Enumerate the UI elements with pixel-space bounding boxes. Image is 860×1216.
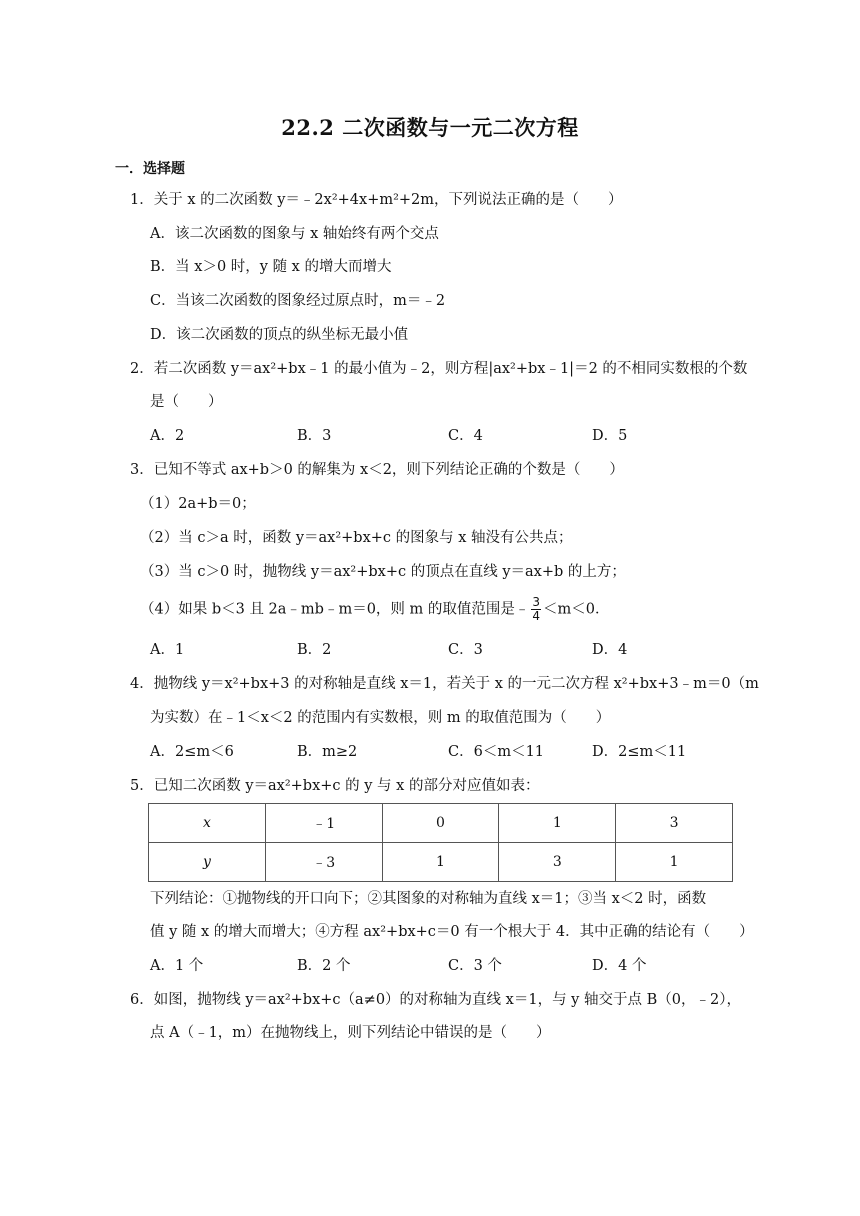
question-5-conclusions: 下列结论：①抛物线的开口向下；②其图象的对称轴为直线 x＝1；③当 x＜2 时，函数 [150,891,707,907]
question-2-options [150,426,770,446]
question-3-statement-1: （1）2a+b＝0； [140,496,256,512]
question-2-option-c: C．4 [448,428,483,444]
question-5-option-a: A．1 个 [150,958,204,974]
statement-4-suffix: ＜m＜0． [543,601,610,618]
table-cell: ﹣3 [265,843,382,882]
section-heading: 一．选择题 [115,161,185,177]
question-4-option-b: B．m≥2 [297,744,358,760]
table-cell: x [149,804,266,843]
question-4-option-c: C．6＜m＜11 [448,744,545,760]
table-cell: ﹣1 [265,804,382,843]
question-6-stem-continued: 点 A（﹣1，m）在抛物线上，则下列结论中错误的是（ ） [150,1025,551,1041]
value-table [148,803,733,882]
question-2-stem: 2．若二次函数 y＝ax²+bx﹣1 的最小值为﹣2，则方程|ax²+bx﹣1|＝2 的不相同实数根的个数 [130,361,748,377]
question-5-stem: 5．已知二次函数 y＝ax²+bx+c 的 y 与 x 的部分对应值如表： [130,778,540,794]
question-3-option-a: A．1 [150,642,185,658]
question-4-option-d: D．2≤m＜11 [592,744,687,760]
question-3-statement-2: （2）当 c＞a 时，函数 y＝ax²+bx+c 的图象与 x 轴没有公共点； [140,530,573,546]
question-2-stem-continued: 是（ ） [150,394,223,410]
question-3-statement-3: （3）当 c＞0 时，抛物线 y＝ax²+bx+c 的顶点在直线 y＝ax+b 的上方； [140,564,626,580]
question-3-option-b: B．2 [297,642,332,658]
question-4-stem-continued: 为实数）在﹣1＜x＜2 的范围内有实数根，则 m 的取值范围为（ ） [150,710,611,726]
question-5-option-b: B．2 个 [297,958,351,974]
table-cell: y [149,843,266,882]
question-5-options [150,956,770,976]
question-1-stem: 1．关于 x 的二次函数 y＝﹣2x²+4x+m²+2m，下列说法正确的是（ ） [130,192,623,208]
question-2-option-a: A．2 [150,428,185,444]
table-cell: 3 [616,804,733,843]
question-1-option-b: B．当 x＞0 时，y 随 x 的增大而增大 [150,259,392,275]
question-1-option-a: A．该二次函数的图象与 x 轴始终有两个交点 [150,226,439,242]
table-row-x [149,804,733,843]
table-cell: 1 [616,843,733,882]
question-3-option-d: D．4 [592,642,628,658]
question-3-stem: 3．已知不等式 ax+b＞0 的解集为 x＜2，则下列结论正确的个数是（ ） [130,462,624,478]
page-title: 22.2 二次函数与一元二次方程 [281,115,579,140]
question-5-conclusions-continued: 值 y 随 x 的增大而增大；④方程 ax²+bx+c＝0 有一个根大于 4．其中正确的结论有（ ） [150,924,754,940]
fraction-numerator: 3 [532,595,541,609]
question-2-option-b: B．3 [297,428,332,444]
question-2-option-d: D．5 [592,428,628,444]
question-4-option-a: A．2≤m＜6 [150,744,234,760]
question-5-option-d: D．4 个 [592,958,647,974]
question-3-statement-4 [140,596,610,623]
table-cell: 0 [382,804,499,843]
question-4-stem: 4．抛物线 y＝x²+bx+3 的对称轴是直线 x＝1，若关于 x 的一元二次方程 x²+bx+3﹣m＝0（m [130,676,759,692]
question-6-stem: 6．如图，抛物线 y＝ax²+bx+c（a≠0）的对称轴为直线 x＝1，与 y 轴交于点 B（0，﹣2）， [130,992,741,1008]
statement-4-prefix: （4）如果 b＜3 且 2a﹣mb﹣m＝0，则 m 的取值范围是﹣ [140,601,530,618]
table-cell: 1 [499,804,616,843]
question-3-option-c: C．3 [448,642,483,658]
table-cell: 3 [499,843,616,882]
table-row-y [149,843,733,882]
question-4-options [150,742,770,762]
question-1-option-d: D．该二次函数的顶点的纵坐标无最小值 [150,327,409,343]
question-3-options [150,640,770,660]
question-1-option-c: C．当该二次函数的图象经过原点时，m＝﹣2 [150,293,446,309]
fraction [531,596,541,623]
question-5-option-c: C．3 个 [448,958,502,974]
table-cell: 1 [382,843,499,882]
fraction-denominator: 4 [532,609,541,623]
